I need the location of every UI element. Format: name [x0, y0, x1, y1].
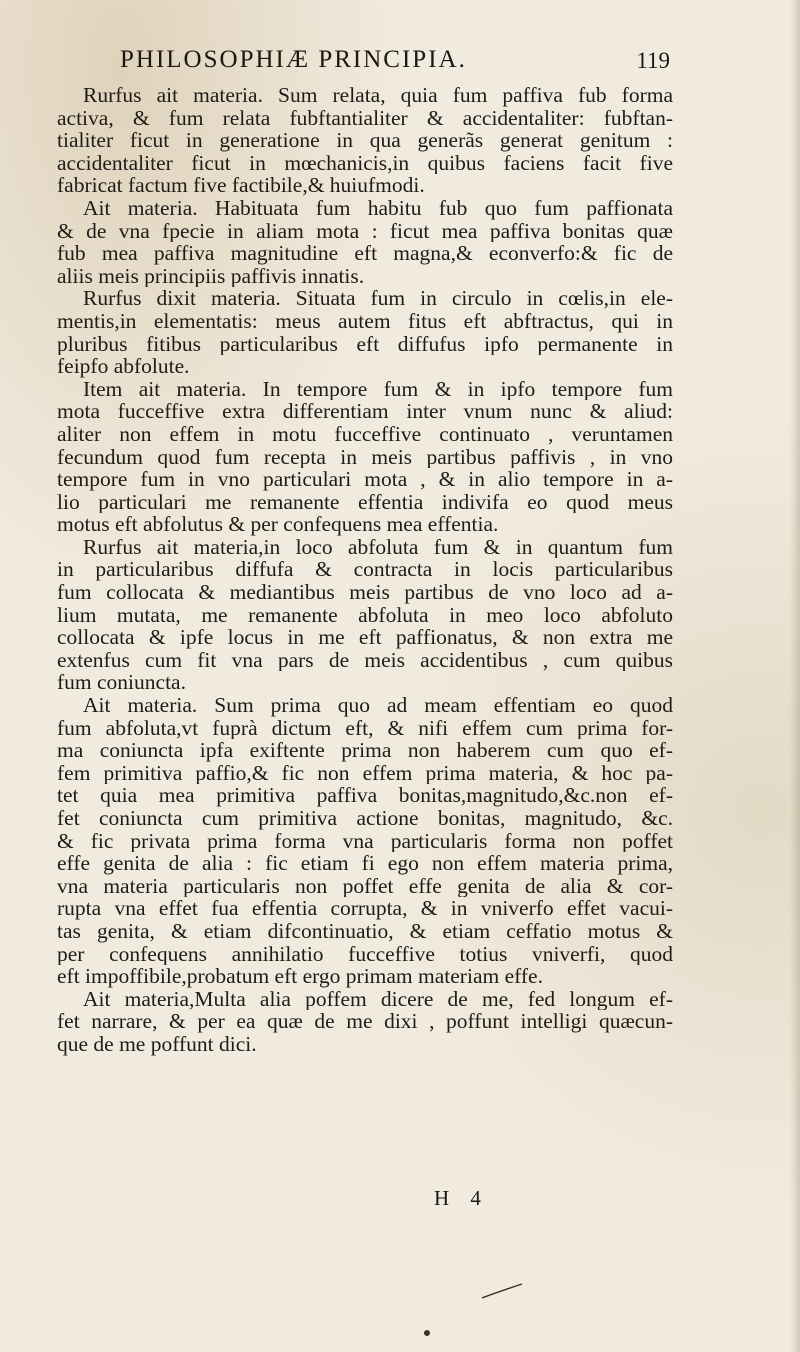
text-line: Item ait materia. In tempore fum & in ipfo tempore fum	[83, 377, 673, 401]
text-line: accidentaliter ficut in mœchanicis,in quibus faciens facit five	[57, 151, 673, 175]
text-line: collocata & ipfe locus in me eft paffionatus, & non extra me	[57, 626, 673, 649]
text-line: fum coniuncta.	[57, 671, 186, 695]
text-line: feipfo abfolute.	[57, 355, 190, 378]
body-text	[57, 84, 673, 1056]
text-line: tas genita, & etiam difcontinuatio, & etiam ceffatio motus &	[57, 919, 673, 943]
text-line: Ait materia,Multa alia poffem dicere de me, fed longum ef-	[83, 987, 673, 1011]
text-line: Rurfus dixit materia. Situata fum in circulo in cœlis,in ele-	[83, 287, 673, 310]
text-line: Ait materia. Sum prima quo ad meam effentiam eo quod	[83, 694, 673, 717]
text-line: per confequens annihilatio fucceffive totius vniverfi, quod	[57, 942, 673, 966]
text-line: Rurfus ait materia. Sum relata, quia fum paffiva fub forma	[83, 84, 673, 107]
text-line: aliis meis principiis paffivis innatis.	[57, 264, 365, 288]
text-line: fet coniuncta cum primitiva actione bonitas, magnitudo, &c.	[57, 807, 673, 830]
text-line: que de me poffunt dici.	[57, 1032, 257, 1056]
text-line: fem primitiva paffio,& fic non effem prima materia, & hoc pa-	[57, 761, 673, 785]
signature-mark: H 4	[434, 1186, 489, 1210]
page-header	[90, 38, 670, 78]
text-line: fabricat factum five factibile,& huiufmodi.	[57, 174, 425, 197]
text-line: activa, & fum relata fubftantialiter & accidentaliter: fubftan-	[57, 106, 673, 130]
text-line: & fic privata prima forma vna particularis forma non poffet	[57, 829, 673, 853]
text-line: eft impoffibile,probatum eft ergo primam materiam effe.	[57, 965, 543, 988]
text-line: fub mea paffiva magnitudine eft magna,& econverfo:& fic de	[57, 242, 673, 265]
text-line: rupta vna effet fua effentia corrupta, & in vniverfo effet vacui-	[57, 897, 673, 920]
text-line: fet narrare, & per ea quæ de me dixi , poffunt intelligi quæcun-	[57, 1010, 673, 1033]
ink-smudge-icon	[478, 1280, 528, 1302]
text-line: motus eft abfolutus & per confequens mea effentia.	[57, 513, 499, 536]
text-line: mentis,in elementatis: meus autem fitus eft abftractus, qui in	[57, 309, 673, 333]
text-line: extenfus cum fit vna pars de meis accidentibus , cum quibus	[57, 648, 673, 672]
text-line: fum abfoluta,vt fuprà dictum eft, & nifi effem cum prima for-	[57, 716, 673, 740]
text-line: fecundum quod fum recepta in meis partibus paffivis , in vno	[57, 445, 673, 469]
text-line: effe genita de alia : fic etiam fi ego non effem materia prima,	[57, 852, 673, 875]
text-line: ma coniuncta ipfa exiftente prima non haberem cum quo ef-	[57, 739, 673, 762]
text-line: in particularibus diffufa & contracta in locis particularibus	[57, 558, 673, 582]
text-line: vna materia particularis non poffet effe genita de alia & cor-	[57, 874, 673, 898]
text-line: Ait materia. Habituata fum habitu fub quo fum paffionata	[83, 196, 673, 220]
text-line: tempore fum in vno particulari mota , & in alio tempore in a-	[57, 468, 673, 491]
page-number: 119	[636, 48, 670, 73]
text-line: lium mutata, me remanente abfoluta in meo loco abfoluto	[57, 603, 673, 627]
text-line: pluribus fitibus particularibus eft diffufus ipfo permanente in	[57, 332, 673, 356]
running-head: PHILOSOPHIÆ PRINCIPIA.	[120, 46, 467, 73]
page-edge-shadow	[790, 0, 800, 1352]
text-line: tet quia mea primitiva paffiva bonitas,magnitudo,&c.non ef-	[57, 784, 673, 807]
text-line: tialiter ficut in generatione in qua generãs generat genitum :	[57, 129, 673, 152]
text-line: aliter non effem in motu fucceffive continuato , veruntamen	[57, 422, 673, 446]
text-line: fum collocata & mediantibus meis partibus de vno loco ad a-	[57, 581, 673, 604]
text-line: mota fucceffive extra differentiam inter vnum nunc & aliud:	[57, 400, 673, 423]
text-line: & de vna fpecie in aliam mota : ficut mea paffiva bonitas quæ	[57, 219, 673, 243]
ink-dot-icon	[423, 1329, 431, 1337]
text-line: Rurfus ait materia,in loco abfoluta fum & in quantum fum	[83, 535, 673, 559]
text-line: lio particulari me remanente effentia indivifa eo quod meus	[57, 490, 673, 514]
